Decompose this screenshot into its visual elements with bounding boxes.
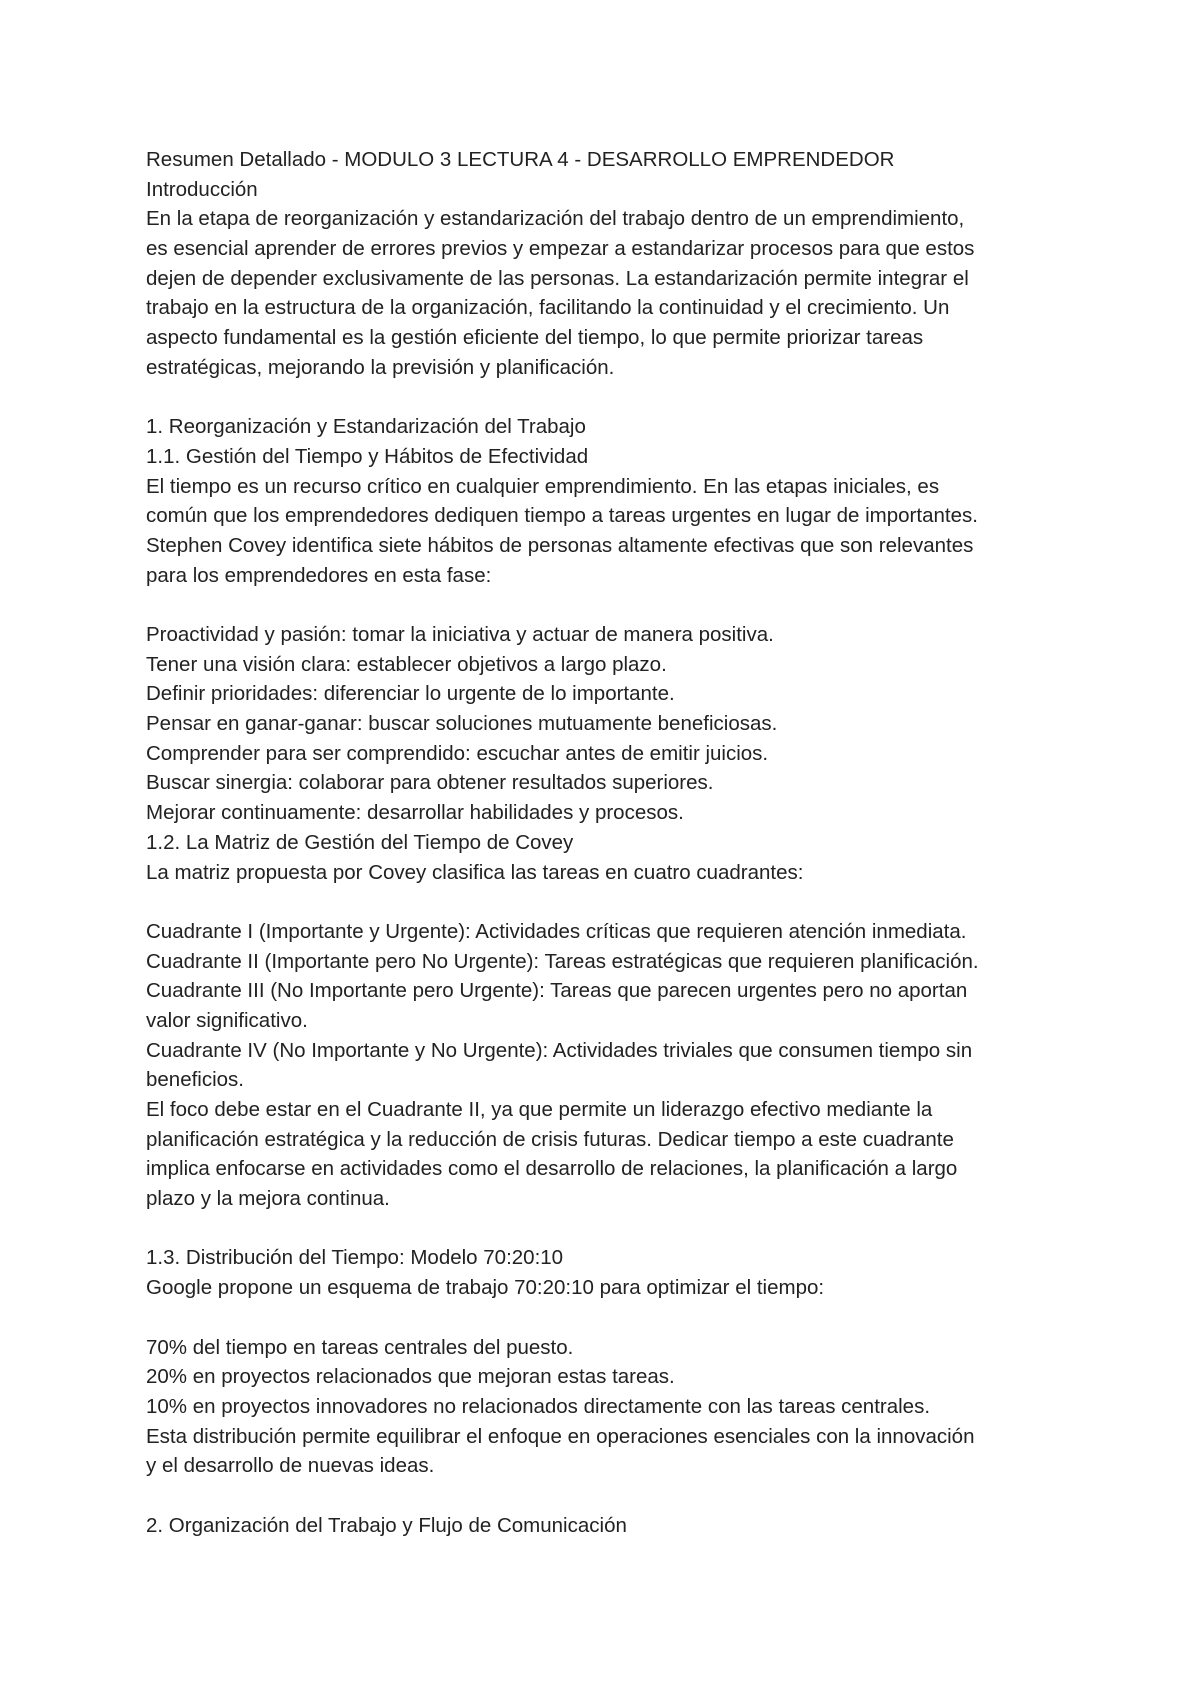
blank-line bbox=[146, 383, 1086, 413]
blank-line bbox=[146, 887, 1086, 917]
document-page bbox=[146, 145, 1086, 1540]
paragraph-line: plazo y la mejora continua. bbox=[146, 1187, 390, 1211]
subsection-heading: 1.1. Gestión del Tiempo y Hábitos de Efectividad bbox=[146, 444, 589, 468]
paragraph-line: En la etapa de reorganización y estandarización del trabajo dentro de un emprendimiento, bbox=[146, 207, 965, 231]
list-item: Pensar en ganar-ganar: buscar soluciones mutuamente beneficiosas. bbox=[146, 712, 778, 736]
list-item: Cuadrante I (Importante y Urgente): Actividades críticas que requieren atención inmediata. bbox=[146, 919, 967, 943]
list-item: Comprender para ser comprendido: escuchar antes de emitir juicios. bbox=[146, 741, 769, 765]
list-item: 10% en proyectos innovadores no relacionados directamente con las tareas centrales. bbox=[146, 1394, 931, 1418]
blank-line bbox=[146, 1303, 1086, 1333]
paragraph-line: aspecto fundamental es la gestión eficiente del tiempo, lo que permite priorizar tareas bbox=[146, 326, 924, 350]
list-item: Cuadrante II (Importante pero No Urgente): Tareas estratégicas que requieren planificación. bbox=[146, 949, 979, 973]
list-item: Mejorar continuamente: desarrollar habilidades y procesos. bbox=[146, 801, 684, 825]
list-item: 70% del tiempo en tareas centrales del puesto. bbox=[146, 1335, 574, 1359]
list-item: Cuadrante III (No Importante pero Urgente): Tareas que parecen urgentes pero no aportan bbox=[146, 979, 968, 1003]
subsection-heading: 1.3. Distribución del Tiempo: Modelo 70:20:10 bbox=[146, 1246, 564, 1270]
list-item: 20% en proyectos relacionados que mejoran estas tareas. bbox=[146, 1365, 675, 1389]
list-item: Buscar sinergia: colaborar para obtener resultados superiores. bbox=[146, 771, 714, 795]
list-item: Tener una visión clara: establecer objetivos a largo plazo. bbox=[146, 652, 667, 676]
paragraph-line: Esta distribución permite equilibrar el enfoque en operaciones esenciales con la innovación bbox=[146, 1424, 975, 1448]
paragraph-line: La matriz propuesta por Covey clasifica las tareas en cuatro cuadrantes: bbox=[146, 860, 804, 884]
paragraph-line: trabajo en la estructura de la organización, facilitando la continuidad y el crecimiento. Un bbox=[146, 296, 950, 320]
paragraph-line: dejen de depender exclusivamente de las personas. La estandarización permite integrar el bbox=[146, 266, 969, 290]
section-heading: 1. Reorganización y Estandarización del Trabajo bbox=[146, 415, 586, 439]
document-title: Resumen Detallado - MODULO 3 LECTURA 4 - DESARROLLO EMPRENDEDOR bbox=[146, 148, 895, 171]
paragraph-line: El tiempo es un recurso crítico en cualquier emprendimiento. En las etapas iniciales, es bbox=[146, 474, 940, 498]
list-item-continuation: beneficios. bbox=[146, 1068, 245, 1092]
paragraph-line: implica enfocarse en actividades como el desarrollo de relaciones, la planificación a largo bbox=[146, 1157, 958, 1181]
blank-line bbox=[146, 1481, 1086, 1511]
paragraph-line: El foco debe estar en el Cuadrante II, ya que permite un liderazgo efectivo mediante la bbox=[146, 1098, 933, 1121]
list-item-continuation: valor significativo. bbox=[146, 1008, 308, 1032]
paragraph-line: planificación estratégica y la reducción de crisis futuras. Dedicar tiempo a este cuadrante bbox=[146, 1127, 954, 1151]
list-item: Proactividad y pasión: tomar la iniciativa y actuar de manera positiva. bbox=[146, 623, 774, 646]
paragraph-line: común que los emprendedores dediquen tiempo a tareas urgentes en lugar de importantes. bbox=[146, 504, 978, 528]
paragraph-line: Stephen Covey identifica siete hábitos de personas altamente efectivas que son relevantes bbox=[146, 533, 974, 557]
blank-line bbox=[146, 590, 1086, 620]
list-item: Cuadrante IV (No Importante y No Urgente): Actividades triviales que consumen tiempo sin bbox=[146, 1038, 973, 1062]
section-heading: 2. Organización del Trabajo y Flujo de Comunicación bbox=[146, 1513, 627, 1537]
subsection-heading: 1.2. La Matriz de Gestión del Tiempo de Covey bbox=[146, 830, 574, 854]
list-item: Definir prioridades: diferenciar lo urgente de lo importante. bbox=[146, 682, 675, 706]
paragraph-line: y el desarrollo de nuevas ideas. bbox=[146, 1454, 435, 1478]
paragraph-line: Google propone un esquema de trabajo 70:20:10 para optimizar el tiempo: bbox=[146, 1276, 825, 1300]
paragraph-line: es esencial aprender de errores previos y empezar a estandarizar procesos para que estos bbox=[146, 237, 975, 261]
paragraph-line: para los emprendedores en esta fase: bbox=[146, 563, 492, 587]
section-heading-introduccion: Introducción bbox=[146, 177, 258, 201]
paragraph-line: estratégicas, mejorando la previsión y planificación. bbox=[146, 355, 615, 379]
blank-line bbox=[146, 1214, 1086, 1244]
